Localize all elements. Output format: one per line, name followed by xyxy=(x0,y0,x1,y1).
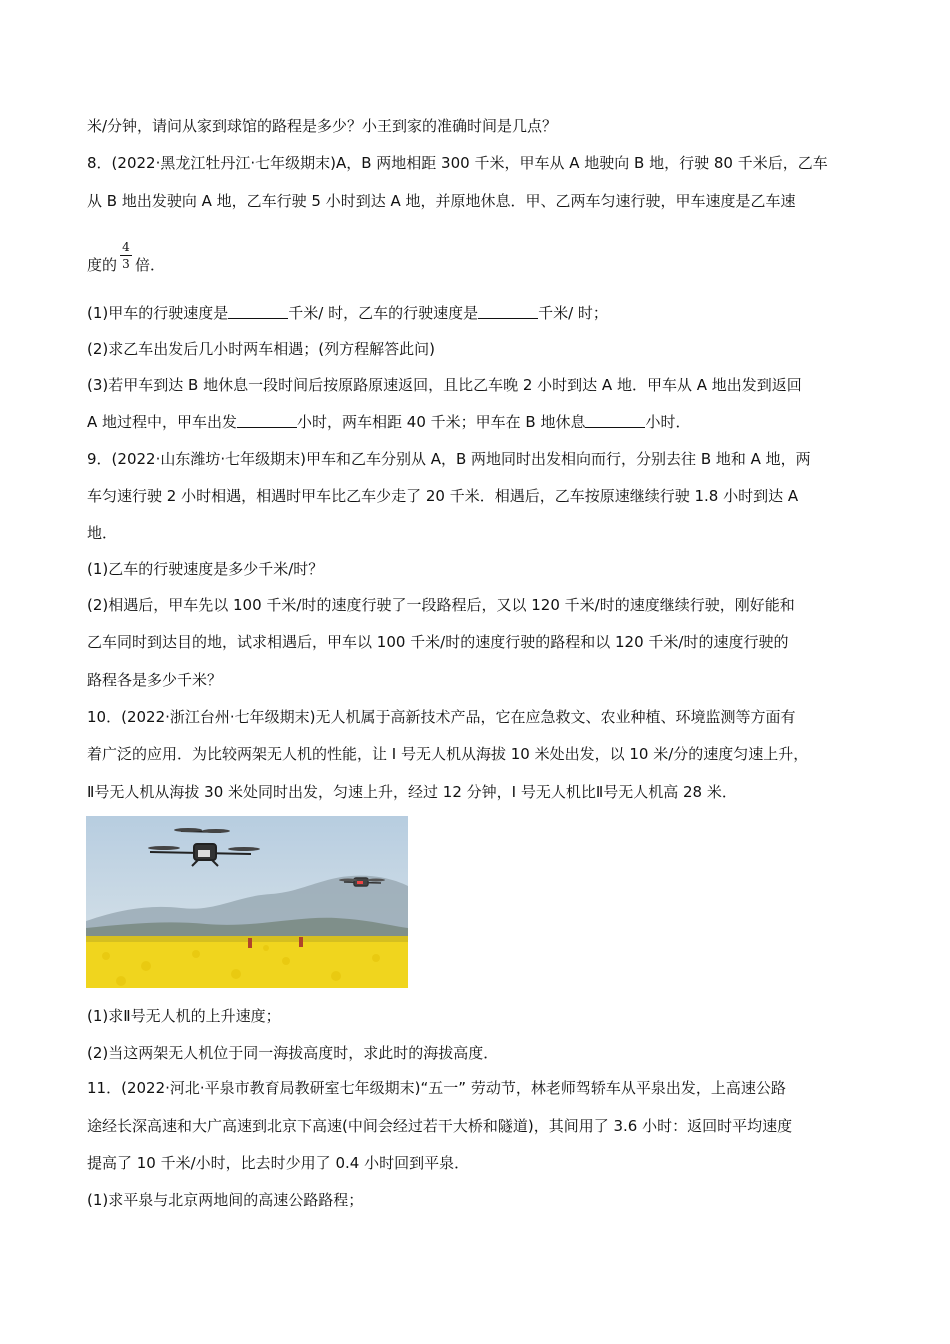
question-9-part-2-line-1: (2)相遇后，甲车先以 100 千米/时的速度行驶了一段路程后，又以 120 千米/时的速度继续行驶，刚好能和 xyxy=(87,596,795,614)
question-10-line-1: 10．(2022·浙江台州·七年级期末)无人机属于高新技术产品，它在应急救文、农业种植、环境监测等方面有 xyxy=(87,708,796,726)
answer-blank xyxy=(478,304,538,319)
question-10-line-2: 着广泛的应用．为比较两架无人机的性能，让 I 号无人机从海拔 10 米处出发，以 10 米/分的速度匀速上升， xyxy=(87,745,809,763)
fraction-denominator: 3 xyxy=(122,257,130,271)
question-8-part-2: (2)求乙车出发后几小时两车相遇；(列方程解答此问) xyxy=(87,340,435,358)
drone-photo-illustration xyxy=(86,816,408,988)
question-9-line-2: 车匀速行驶 2 小时相遇，相遇时甲车比乙车少走了 20 千米．相遇后，乙车按原速继续行驶 1.8 小时到达 A xyxy=(87,487,799,505)
question-8-text: A，B 两地相距 300 千米，甲车从 A 地驶向 B 地，行驶 80 千米后，乙车 xyxy=(335,154,828,172)
question-9-part-2-line-2: 乙车同时到达目的地，试求相遇后，甲车以 100 千米/时的速度行驶的路程和以 120 千米/时的速度行驶的 xyxy=(87,633,789,651)
text-segment: 小时，两车相距 40 千米；甲车在 B 地休息 xyxy=(297,413,586,431)
question-8-source: 8．(2022·黑龙江牡丹江·七年级期末) xyxy=(87,154,336,172)
text-segment: 小时． xyxy=(645,413,691,431)
text-segment: 千米/ 时； xyxy=(538,304,608,322)
question-9-part-1: (1)乙车的行驶速度是多少千米/时？ xyxy=(87,560,324,578)
answer-blank xyxy=(237,413,297,428)
question-11-line-3: 提高了 10 千米/小时，比去时少用了 0.4 小时回到平泉． xyxy=(87,1154,470,1172)
question-9-line-1: 9．(2022·山东潍坊·七年级期末)甲车和乙车分别从 A，B 两地同时出发相向而行，分别去往 B 地和 A 地，两 xyxy=(87,450,811,468)
question-10-part-1: (1)求Ⅱ号无人机的上升速度； xyxy=(87,1007,281,1025)
question-10-line-3: Ⅱ号无人机从海拔 30 米处同时出发，匀速上升，经过 12 分钟，I 号无人机比Ⅱ号无人机高 28 米． xyxy=(87,783,737,801)
text-segment: 倍． xyxy=(135,256,166,274)
question-8-line-3 xyxy=(87,255,165,275)
answer-blank xyxy=(585,413,645,428)
text-segment: (1)甲车的行驶速度是 xyxy=(87,304,229,322)
question-8-line-1 xyxy=(87,153,828,173)
question-8-part-3-line-1: (3)若甲车到达 B 地休息一段时间后按原路原速返回，且比乙车晚 2 小时到达 A 地．甲车从 A 地出发到返回 xyxy=(87,376,802,394)
fraction-numerator: 4 xyxy=(122,240,130,254)
question-11-part-1: (1)求平泉与北京两地间的高速公路路程； xyxy=(87,1191,364,1209)
answer-blank xyxy=(228,304,288,319)
question-8-line-2: 从 B 地出发驶向 A 地，乙车行驶 5 小时到达 A 地，并原地休息．甲、乙两车匀速行驶，甲车速度是乙车速 xyxy=(87,192,796,210)
text-segment: 度的 xyxy=(87,256,118,274)
question-11-line-2: 途经长深高速和大广高速到北京下高速(中间会经过若干大桥和隧道)，其间用了 3.6 小时：返回时平均速度 xyxy=(87,1117,793,1135)
question-9-line-3: 地． xyxy=(87,524,118,542)
question-8-part-1 xyxy=(87,303,608,323)
text-segment: 千米/ 时，乙车的行驶速度是 xyxy=(288,304,479,322)
question-9-part-2-line-3: 路程各是多少千米？ xyxy=(87,671,223,689)
text-line: 米/分钟，请问从家到球馆的路程是多少？小王到家的准确时间是几点？ xyxy=(87,117,558,135)
question-11-line-1: 11．(2022·河北·平泉市教育局教研室七年级期末)“五一” 劳动节，林老师驾轿车从平泉出发，上高速公路 xyxy=(87,1079,786,1097)
question-10-part-2: (2)当这两架无人机位于同一海拔高度时，求此时的海拔高度． xyxy=(87,1044,499,1062)
drone-photo xyxy=(86,816,408,988)
text-segment: A 地过程中，甲车出发 xyxy=(87,413,238,431)
question-8-part-3-line-2 xyxy=(87,412,691,432)
